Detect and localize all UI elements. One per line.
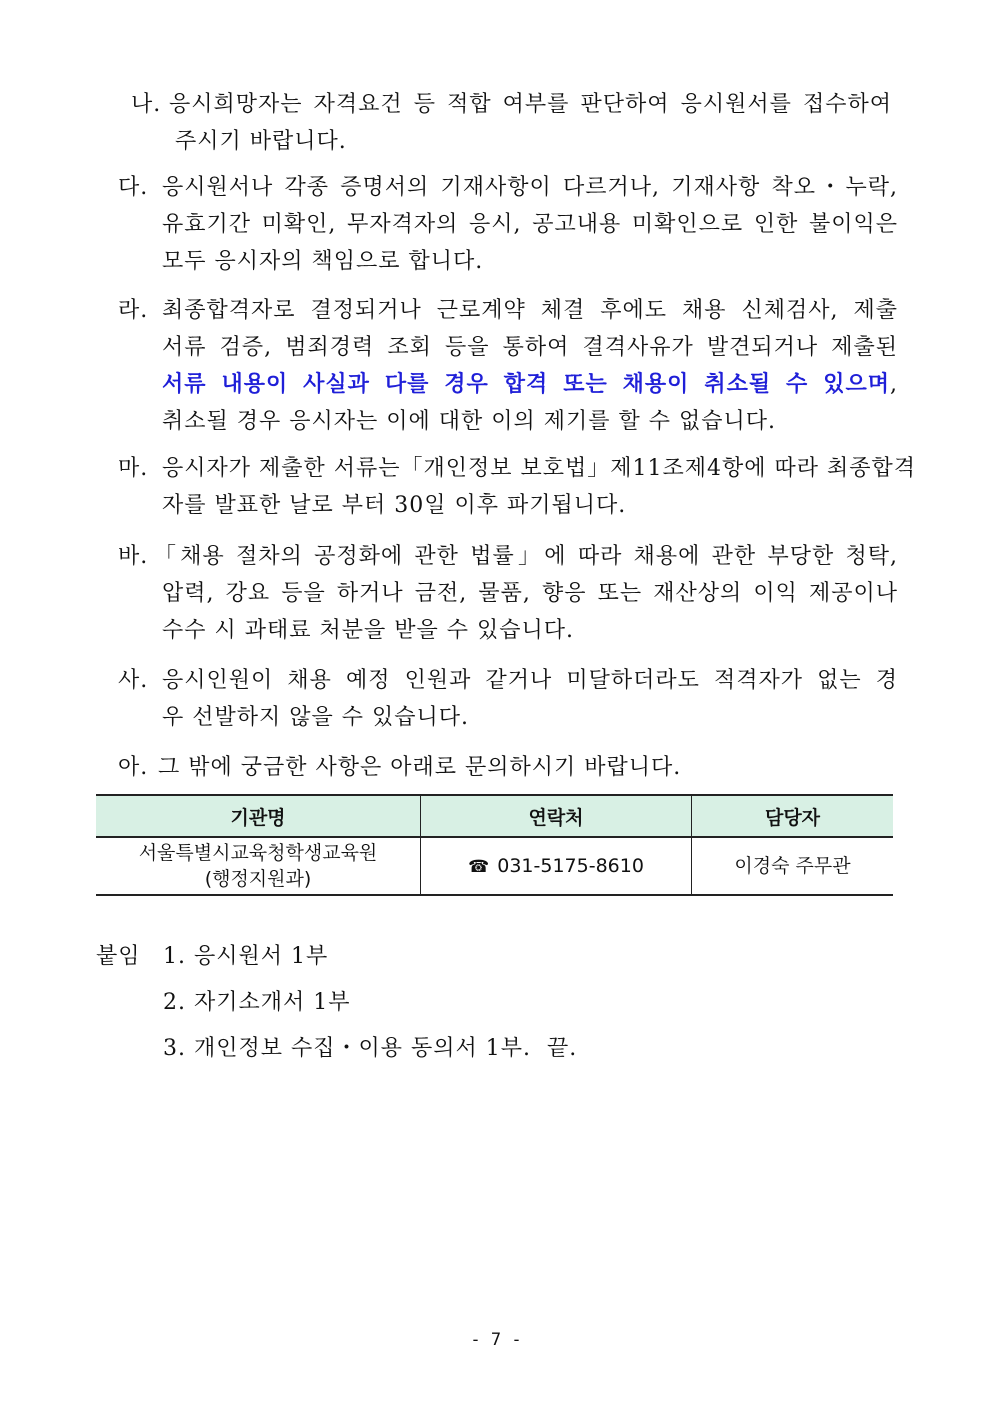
notice-line: 모두 응시자의 책임으로 합니다. [162, 249, 484, 274]
notice-da [118, 169, 898, 280]
notice-line: 우 선발하지 않을 수 있습니다. [162, 705, 469, 730]
notice-marker: 아. [118, 755, 149, 780]
notice-highlight-line [162, 366, 898, 403]
contact-table [96, 794, 893, 896]
notice-marker: 라. [118, 298, 149, 323]
attachment-item: 3. 개인정보 수집・이용 동의서 1부. 끝. [163, 1036, 578, 1061]
header-org: 기관명 [96, 795, 421, 837]
notice-marker: 마. [118, 456, 149, 481]
notice-marker: 사. [118, 668, 149, 693]
notice-line: 응시원서나 각종 증명서의 기재사항이 다르거나, 기재사항 착오・누락, [162, 175, 898, 200]
attachment-item: 1. 응시원서 1부 [163, 944, 329, 969]
notice-line: 압력, 강요 등을 하거나 금전, 물품, 향응 또는 재산상의 이익 제공이나 [162, 581, 898, 606]
table-row [96, 837, 893, 895]
table-header-row [96, 795, 893, 837]
notice-marker: 나. [131, 92, 162, 117]
notice-line: 응시자가 제출한 서류는「개인정보 보호법」제11조제4항에 따라 최종합격 [162, 456, 917, 481]
notice-line: 유효기간 미확인, 무자격자의 응시, 공고내용 미확인으로 인한 불이익은 [162, 212, 898, 237]
notice-ra [118, 292, 898, 440]
notice-ba [118, 538, 898, 649]
notice-line: 취소될 경우 응시자는 이에 대한 이의 제기를 할 수 없습니다. [162, 409, 776, 434]
notice-marker: 다. [118, 175, 149, 200]
telephone-icon: ☎ [468, 856, 490, 877]
phone-number[interactable]: 031-5175-8610 [497, 854, 644, 877]
org-name: 서울특별시교육청학생교육원 [138, 842, 378, 864]
notice-a [118, 749, 898, 786]
page-number: - 7 - [470, 1330, 522, 1350]
notice-line: 최종합격자로 결정되거나 근로계약 체결 후에도 채용 신체검사, 제출 [162, 298, 898, 323]
phone-cell [421, 837, 692, 895]
notice-na [131, 86, 892, 160]
notice-line: 응시인원이 채용 예정 인원과 같거나 미달하더라도 적격자가 없는 경 [162, 668, 898, 693]
notice-highlight-text: 서류 내용이 사실과 다를 경우 합격 또는 채용이 취소될 수 있으며 [162, 371, 890, 397]
notice-sa [118, 662, 898, 736]
notice-marker: 바. [118, 544, 149, 569]
notice-line: 주시기 바랍니다. [175, 129, 347, 154]
header-person: 담당자 [692, 795, 894, 837]
notice-line: 그 밖에 궁금한 사항은 아래로 문의하시기 바랍니다. [158, 755, 682, 780]
org-cell [96, 837, 421, 895]
notice-line: 응시희망자는 자격요건 등 적합 여부를 판단하여 응시원서를 접수하여 [169, 92, 892, 117]
notice-line: 서류 검증, 범죄경력 조회 등을 통하여 결격사유가 발견되거나 제출된 [162, 335, 898, 360]
notice-line: 「채용 절차의 공정화에 관한 법률」에 따라 채용에 관한 부당한 청탁, [154, 544, 898, 569]
notice-line: 자를 발표한 날로 부터 30일 이후 파기됩니다. [162, 493, 627, 518]
org-department: (행정지원과) [204, 868, 312, 890]
attachments-list [163, 934, 577, 1072]
attachments-label: 붙임 [96, 944, 141, 969]
notice-highlight-tail: , [890, 372, 898, 397]
notice-line: 수수 시 과태료 처분을 받을 수 있습니다. [162, 618, 574, 643]
attachment-item: 2. 자기소개서 1부 [163, 990, 351, 1015]
notice-ma [118, 450, 917, 524]
header-phone: 연락처 [421, 795, 692, 837]
person-cell: 이경숙 주무관 [692, 837, 894, 895]
